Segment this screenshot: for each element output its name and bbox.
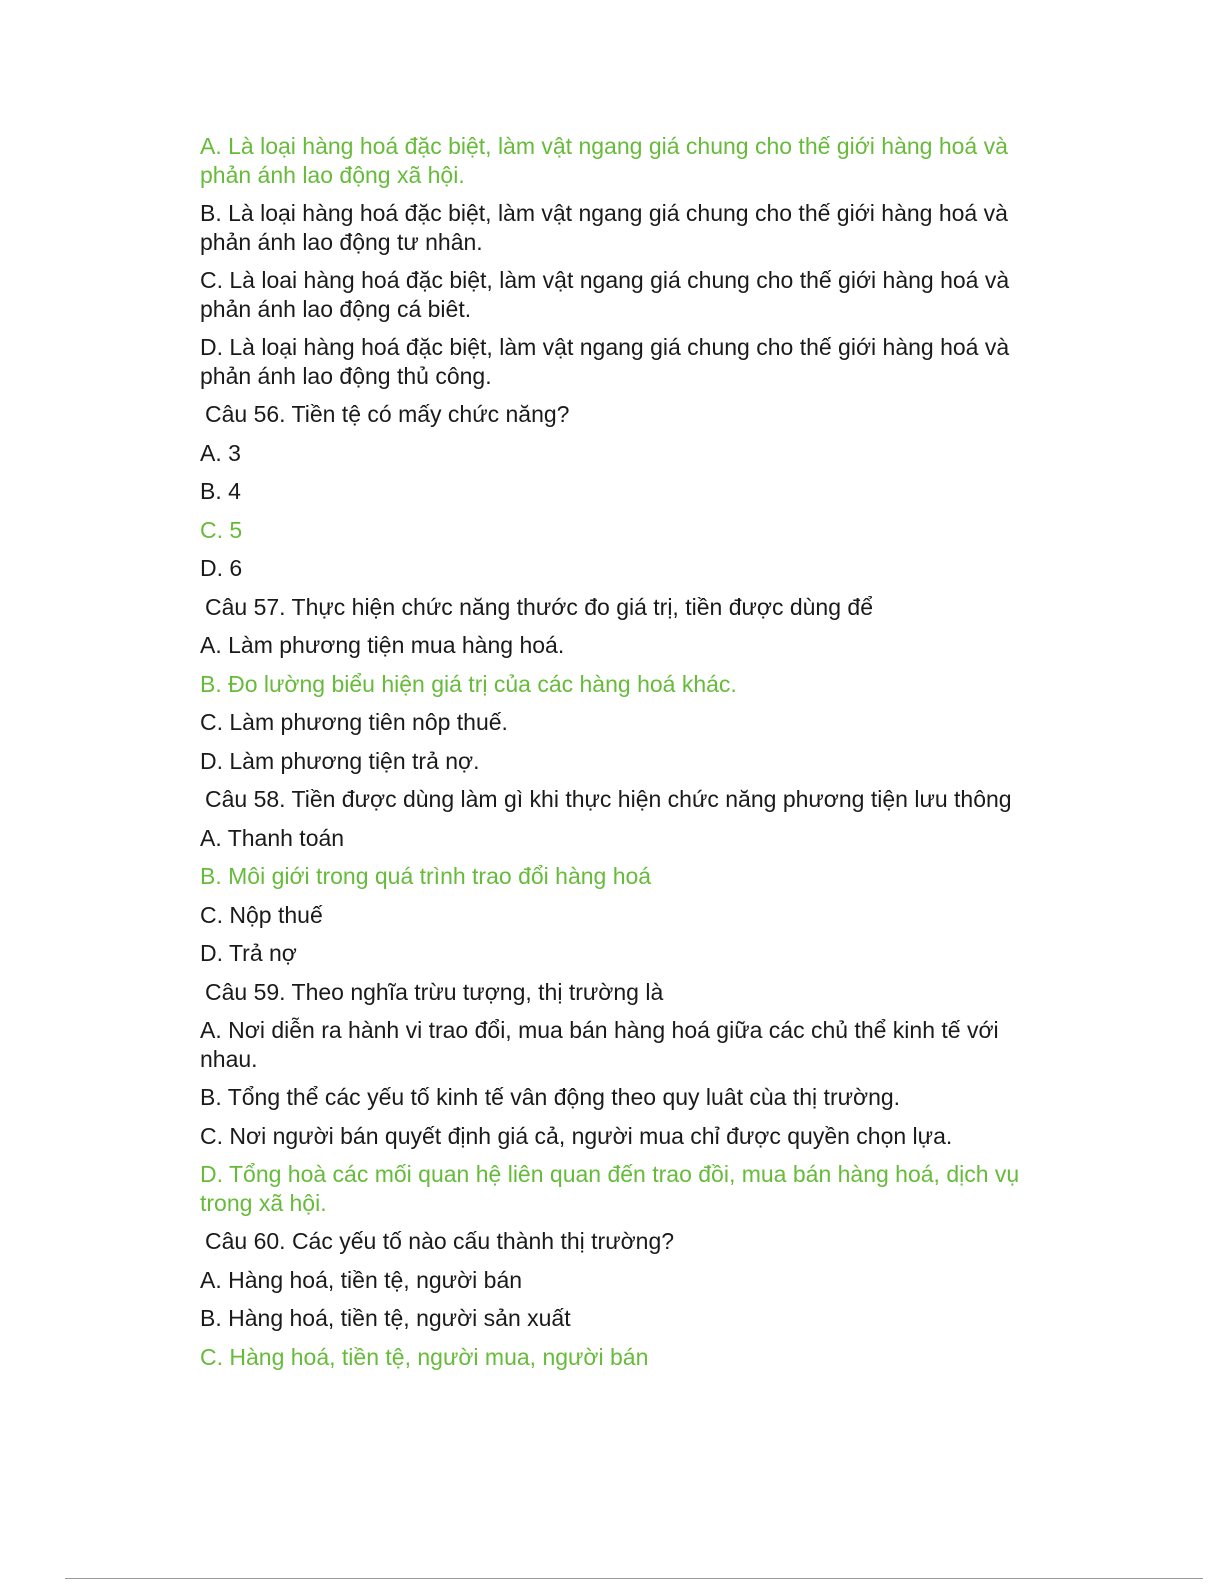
answer-option: A. 3 — [200, 439, 241, 466]
quiz-document — [200, 132, 1040, 1381]
answer-option: A. Thanh toán — [200, 824, 345, 851]
question-text: Câu 59. Theo nghĩa trừu tượng, thị trường là — [205, 978, 664, 1005]
answer-option-correct: D. Tổng hoà các mối quan hệ liên quan đến trao đồi, mua bán hàng hoá, dịch vụ trong xã hội. — [200, 1161, 1020, 1216]
question-text: Câu 58. Tiền được dùng làm gì khi thực hiện chức năng phương tiện lưu thông — [205, 786, 1012, 812]
answer-option: D. 6 — [200, 555, 243, 581]
page-bottom-divider — [65, 1578, 1203, 1579]
answer-option: C. Nộp thuế — [200, 901, 323, 928]
answer-option: D. Trả nợ — [200, 940, 297, 966]
answer-option-correct: B. Môi giới trong quá trình trao đổi hàng hoá — [200, 863, 652, 889]
answer-option: D. Làm phương tiện trả nợ. — [200, 747, 480, 774]
answer-option: C. Làm phương tiên nôp thuế. — [200, 709, 508, 735]
answer-option: A. Nơi diễn ra hành vi trao đổi, mua bán hàng hoá giữa các chủ thể kinh tế với nhau. — [200, 1017, 999, 1072]
answer-option: B. Hàng hoá, tiền tệ, người sản xuất — [200, 1305, 571, 1331]
answer-option-correct: B. Đo lường biểu hiện giá trị của các hàng hoá khác. — [200, 670, 737, 697]
answer-option-correct: C. 5 — [200, 516, 243, 543]
question-text: Câu 57. Thực hiện chức năng thước đo giá trị, tiền được dùng để — [205, 593, 873, 620]
answer-option: B. 4 — [200, 478, 241, 504]
answer-option: A. Hàng hoá, tiền tệ, người bán — [200, 1266, 523, 1293]
answer-option: A. Làm phương tiện mua hàng hoá. — [200, 632, 565, 658]
answer-option-correct: A. Là loại hàng hoá đặc biệt, làm vật ngang giá chung cho thế giới hàng hoá và phản ánh lao động xã hội. — [200, 133, 1008, 188]
answer-option: C. Là loai hàng hoá đặc biệt, làm vật ngang giá chung cho thế giới hàng hoá và phản ánh lao động cá biêt. — [200, 267, 1010, 322]
answer-option: B. Tổng thể các yếu tố kinh tế vân động theo quy luât cùa thị trường. — [200, 1084, 901, 1110]
answer-option: C. Nơi người bán quyết định giá cả, người mua chỉ được quyền chọn lựa. — [200, 1122, 953, 1149]
answer-option: D. Là loại hàng hoá đặc biệt, làm vật ngang giá chung cho thế giới hàng hoá và phản ánh lao động thủ công. — [200, 334, 1010, 389]
answer-option: B. Là loại hàng hoá đặc biệt, làm vật ngang giá chung cho thế giới hàng hoá và phản ánh lao động tư nhân. — [200, 200, 1008, 255]
question-text: Câu 56. Tiền tệ có mấy chức năng? — [205, 401, 570, 427]
question-text: Câu 60. Các yếu tố nào cấu thành thị trường? — [205, 1228, 675, 1254]
answer-option-correct: C. Hàng hoá, tiền tệ, người mua, người bán — [200, 1343, 649, 1370]
